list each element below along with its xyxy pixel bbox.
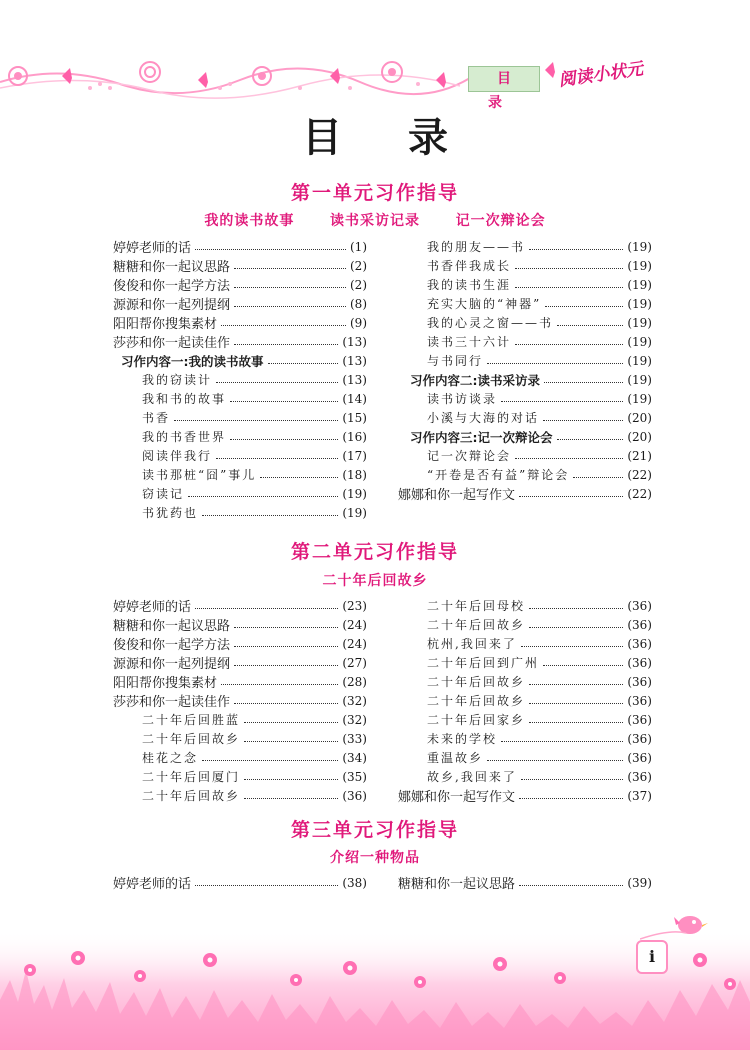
toc-dot-leader xyxy=(230,439,338,440)
toc-entry xyxy=(398,653,652,672)
toc-entry-title: 二十年后回故乡 xyxy=(427,694,526,708)
toc-entry-page: (17) xyxy=(342,448,367,463)
toc-entry-title: 故乡,我回来了 xyxy=(427,770,517,784)
toc-entry-page: (19) xyxy=(627,277,652,292)
toc-dot-leader xyxy=(221,325,346,326)
toc-entry-page: (19) xyxy=(627,372,652,387)
toc-dot-leader xyxy=(234,306,346,307)
toc-entry-page: (19) xyxy=(627,334,652,349)
toc-entry xyxy=(398,767,652,786)
toc-dot-leader xyxy=(188,496,338,497)
toc-entry xyxy=(113,710,367,729)
toc-entry xyxy=(398,691,652,710)
toc-dot-leader xyxy=(501,741,623,742)
toc-entry-title: 糖糖和你一起议思路 xyxy=(113,619,231,634)
toc-entry xyxy=(398,237,652,256)
toc-entry-page: (16) xyxy=(342,429,367,444)
toc-dot-leader xyxy=(244,722,338,723)
toc-entry xyxy=(113,596,367,615)
toc-entry xyxy=(113,729,367,748)
toc-entry xyxy=(398,408,652,427)
toc-entry-page: (23) xyxy=(342,598,367,613)
toc-dot-leader xyxy=(545,306,623,307)
toc-entry-page: (19) xyxy=(342,486,367,501)
unit-3-right-column xyxy=(398,873,652,892)
toc-entry-page: (36) xyxy=(627,655,652,670)
unit-2-subtitle: 二十年后回故乡 xyxy=(322,573,428,589)
toc-entry-title: 二十年后回故乡 xyxy=(427,618,526,632)
toc-entry-title: 婷婷老师的话 xyxy=(113,600,192,615)
toc-entry-title: 习作内容二:读书采访录 xyxy=(410,372,540,388)
toc-entry xyxy=(398,672,652,691)
toc-entry-title: “开卷是否有益”辩论会 xyxy=(427,468,570,482)
toc-entry-title: 阳阳帮你搜集素材 xyxy=(113,676,218,691)
toc-entry-title: 娜娜和你一起写作文 xyxy=(398,488,516,503)
toc-dot-leader xyxy=(487,363,623,364)
toc-dot-leader xyxy=(244,741,338,742)
toc-entry-title: 婷婷老师的话 xyxy=(113,241,192,256)
toc-entry-title: 二十年后回家乡 xyxy=(427,713,526,727)
bird-icon xyxy=(640,905,710,945)
toc-dot-leader xyxy=(244,779,338,780)
toc-entry-title: 二十年后回到广州 xyxy=(427,656,540,670)
toc-dot-leader xyxy=(234,268,346,269)
toc-entry xyxy=(113,748,367,767)
toc-entry xyxy=(398,427,652,446)
toc-entry-page: (27) xyxy=(342,655,367,670)
toc-entry xyxy=(398,370,652,389)
toc-entry xyxy=(113,256,367,275)
toc-entry xyxy=(113,615,367,634)
unit-2-title: 第二单元习作指导 xyxy=(290,541,459,563)
unit-1-left-column xyxy=(113,237,367,522)
toc-dot-leader xyxy=(529,722,623,723)
unit-1-title: 第一单元习作指导 xyxy=(290,182,459,204)
toc-entry-title: 充实大脑的“神器” xyxy=(427,297,542,311)
toc-entry-title: 糖糖和你一起议思路 xyxy=(113,260,231,275)
toc-dot-leader xyxy=(202,760,338,761)
toc-dot-leader xyxy=(221,684,338,685)
toc-entry xyxy=(113,691,367,710)
toc-entry-title: 我的窃读计 xyxy=(142,373,213,387)
toc-entry xyxy=(398,465,652,484)
toc-entry xyxy=(398,332,652,351)
toc-entry-title: 读书访谈录 xyxy=(427,392,498,406)
toc-entry-page: (36) xyxy=(627,769,652,784)
header-tab: 目录 xyxy=(468,66,540,92)
toc-entry-title: 阳阳帮你搜集素材 xyxy=(113,317,218,332)
toc-dot-leader xyxy=(216,382,338,383)
toc-dot-leader xyxy=(515,344,623,345)
toc-entry-page: (2) xyxy=(350,277,367,292)
toc-entry-title: 源源和你一起列提纲 xyxy=(113,298,231,313)
toc-entry xyxy=(398,275,652,294)
toc-entry xyxy=(398,256,652,275)
toc-entry xyxy=(113,672,367,691)
toc-entry-title: 书香伴我成长 xyxy=(427,259,512,273)
toc-entry-page: (19) xyxy=(627,353,652,368)
toc-entry-page: (19) xyxy=(627,296,652,311)
toc-entry-title: 我的心灵之窗——书 xyxy=(427,316,554,330)
unit-3-left-column xyxy=(113,873,367,892)
unit-3-title: 第三单元习作指导 xyxy=(290,819,459,841)
toc-entry-page: (2) xyxy=(350,258,367,273)
toc-entry-page: (36) xyxy=(627,636,652,651)
unit-2-left-column xyxy=(113,596,367,805)
toc-dot-leader xyxy=(557,325,623,326)
page-number: i xyxy=(636,940,668,974)
toc-entry xyxy=(113,313,367,332)
toc-dot-leader xyxy=(519,798,623,799)
toc-entry-title: 我的朋友——书 xyxy=(427,240,526,254)
toc-entry xyxy=(398,389,652,408)
toc-entry xyxy=(113,767,367,786)
toc-dot-leader xyxy=(515,458,623,459)
toc-entry-title: 书犹药也 xyxy=(142,506,199,520)
toc-entry xyxy=(113,786,367,805)
toc-entry xyxy=(113,465,367,484)
toc-entry-title: 窃读记 xyxy=(142,487,185,501)
toc-dot-leader xyxy=(234,665,338,666)
toc-entry-page: (36) xyxy=(627,693,652,708)
unit-1-subtitle: 我的读书故事 读书采访记录 记一次辩论会 xyxy=(204,213,546,229)
toc-entry-title: 杭州,我回来了 xyxy=(427,637,517,651)
toc-entry xyxy=(113,873,367,892)
toc-dot-leader xyxy=(234,703,338,704)
toc-dot-leader xyxy=(195,249,346,250)
toc-entry-page: (18) xyxy=(342,467,367,482)
toc-dot-leader xyxy=(268,363,339,364)
toc-entry-title: 二十年后回故乡 xyxy=(427,675,526,689)
toc-entry-title: 源源和你一起列提纲 xyxy=(113,657,231,672)
toc-entry xyxy=(398,484,652,503)
toc-entry-page: (19) xyxy=(342,505,367,520)
toc-entry-page: (36) xyxy=(627,750,652,765)
toc-entry-title: 娜娜和你一起写作文 xyxy=(398,790,516,805)
toc-dot-leader xyxy=(521,779,624,780)
toc-entry-page: (22) xyxy=(627,467,652,482)
toc-entry xyxy=(113,408,367,427)
toc-dot-leader xyxy=(174,420,338,421)
toc-entry-page: (28) xyxy=(342,674,367,689)
toc-dot-leader xyxy=(529,684,623,685)
toc-entry xyxy=(398,786,652,805)
toc-entry-title: 俊俊和你一起学方法 xyxy=(113,638,231,653)
toc-entry xyxy=(398,615,652,634)
toc-dot-leader xyxy=(521,646,624,647)
toc-entry-page: (13) xyxy=(342,353,367,368)
toc-entry-title: 二十年后回故乡 xyxy=(142,732,241,746)
toc-entry-title: 习作内容一:我的读书故事 xyxy=(121,353,264,369)
toc-entry-page: (36) xyxy=(627,712,652,727)
toc-entry xyxy=(113,275,367,294)
toc-entry-title: 二十年后回胜蓝 xyxy=(142,713,241,727)
toc-entry-title: 二十年后回厦门 xyxy=(142,770,241,784)
toc-entry-title: 我的书香世界 xyxy=(142,430,227,444)
toc-entry-title: 阅读伴我行 xyxy=(142,449,213,463)
toc-entry-page: (35) xyxy=(342,769,367,784)
toc-dot-leader xyxy=(195,608,338,609)
toc-dot-leader xyxy=(573,477,623,478)
toc-entry-title: 二十年后回母校 xyxy=(427,599,526,613)
toc-entry-page: (13) xyxy=(342,372,367,387)
toc-entry-page: (19) xyxy=(627,239,652,254)
toc-dot-leader xyxy=(216,458,338,459)
toc-entry-title: 记一次辩论会 xyxy=(427,449,512,463)
page-title: 目录 xyxy=(302,115,514,161)
toc-entry-page: (39) xyxy=(627,875,652,890)
toc-entry-page: (20) xyxy=(627,410,652,425)
toc-entry-page: (32) xyxy=(342,712,367,727)
unit-1-right-column xyxy=(398,237,652,503)
toc-entry-page: (1) xyxy=(350,239,367,254)
unit-2-right-column xyxy=(398,596,652,805)
toc-entry-page: (36) xyxy=(342,788,367,803)
toc-entry xyxy=(398,748,652,767)
toc-dot-leader xyxy=(501,401,623,402)
toc-entry-title: 我的读书生涯 xyxy=(427,278,512,292)
toc-entry-title: 莎莎和你一起读佳作 xyxy=(113,695,231,710)
toc-dot-leader xyxy=(529,608,623,609)
toc-dot-leader xyxy=(234,627,338,628)
toc-entry-title: 书香 xyxy=(142,411,171,425)
toc-entry xyxy=(398,710,652,729)
toc-entry xyxy=(113,634,367,653)
toc-entry xyxy=(113,237,367,256)
toc-entry-page: (13) xyxy=(342,334,367,349)
toc-entry-title: 桂花之念 xyxy=(142,751,199,765)
toc-dot-leader xyxy=(260,477,338,478)
toc-entry-page: (8) xyxy=(350,296,367,311)
toc-dot-leader xyxy=(557,439,624,440)
toc-entry-title: 读书那桩“囧”事儿 xyxy=(142,468,257,482)
toc-entry xyxy=(113,389,367,408)
toc-entry xyxy=(398,634,652,653)
toc-entry-page: (14) xyxy=(342,391,367,406)
toc-entry-page: (37) xyxy=(627,788,652,803)
toc-dot-leader xyxy=(234,344,338,345)
toc-entry-title: 莎莎和你一起读佳作 xyxy=(113,336,231,351)
toc-dot-leader xyxy=(195,885,338,886)
toc-entry-page: (9) xyxy=(350,315,367,330)
toc-entry-page: (19) xyxy=(627,391,652,406)
toc-entry xyxy=(113,332,367,351)
toc-entry-page: (36) xyxy=(627,598,652,613)
toc-entry-page: (36) xyxy=(627,674,652,689)
toc-entry xyxy=(113,484,367,503)
toc-entry-title: 我和书的故事 xyxy=(142,392,227,406)
toc-entry-page: (19) xyxy=(627,258,652,273)
toc-dot-leader xyxy=(234,646,338,647)
toc-entry xyxy=(398,351,652,370)
toc-entry-title: 糖糖和你一起议思路 xyxy=(398,877,516,892)
toc-dot-leader xyxy=(234,287,346,288)
toc-entry-page: (34) xyxy=(342,750,367,765)
toc-dot-leader xyxy=(487,760,623,761)
toc-entry-page: (24) xyxy=(342,617,367,632)
toc-entry-title: 未来的学校 xyxy=(427,732,498,746)
toc-dot-leader xyxy=(529,627,623,628)
toc-entry xyxy=(113,351,367,370)
toc-entry-title: 与书同行 xyxy=(427,354,484,368)
toc-entry-title: 小溪与大海的对话 xyxy=(427,411,540,425)
toc-entry xyxy=(113,653,367,672)
toc-entry xyxy=(398,294,652,313)
unit-3-subtitle: 介绍一种物品 xyxy=(330,850,420,866)
toc-entry-page: (21) xyxy=(627,448,652,463)
toc-entry-page: (19) xyxy=(627,315,652,330)
toc-entry-page: (36) xyxy=(627,731,652,746)
toc-entry xyxy=(398,596,652,615)
toc-entry-title: 婷婷老师的话 xyxy=(113,877,192,892)
toc-dot-leader xyxy=(244,798,338,799)
toc-entry-title: 读书三十六计 xyxy=(427,335,512,349)
toc-dot-leader xyxy=(519,885,623,886)
toc-entry-page: (15) xyxy=(342,410,367,425)
toc-dot-leader xyxy=(529,703,623,704)
logo: 阅读小状元 xyxy=(557,59,645,91)
toc-dot-leader xyxy=(515,268,623,269)
toc-entry-page: (32) xyxy=(342,693,367,708)
toc-entry xyxy=(113,503,367,522)
toc-entry-page: (20) xyxy=(627,429,652,444)
toc-entry-page: (38) xyxy=(342,875,367,890)
toc-entry-page: (24) xyxy=(342,636,367,651)
toc-dot-leader xyxy=(543,665,623,666)
toc-dot-leader xyxy=(543,420,623,421)
toc-entry xyxy=(113,446,367,465)
toc-entry-title: 习作内容三:记一次辩论会 xyxy=(410,429,553,445)
toc-entry-page: (22) xyxy=(627,486,652,501)
toc-entry-title: 重温故乡 xyxy=(427,751,484,765)
toc-entry-page: (33) xyxy=(342,731,367,746)
toc-entry xyxy=(113,427,367,446)
toc-entry-page: (36) xyxy=(627,617,652,632)
toc-entry xyxy=(398,729,652,748)
toc-entry xyxy=(113,370,367,389)
toc-dot-leader xyxy=(515,287,623,288)
toc-entry xyxy=(398,313,652,332)
toc-entry-title: 二十年后回故乡 xyxy=(142,789,241,803)
toc-entry xyxy=(398,446,652,465)
toc-entry-title: 俊俊和你一起学方法 xyxy=(113,279,231,294)
toc-dot-leader xyxy=(519,496,623,497)
toc-dot-leader xyxy=(529,249,623,250)
toc-dot-leader xyxy=(230,401,338,402)
toc-dot-leader xyxy=(202,515,338,516)
toc-dot-leader xyxy=(544,382,623,383)
toc-entry xyxy=(398,873,652,892)
toc-entry xyxy=(113,294,367,313)
